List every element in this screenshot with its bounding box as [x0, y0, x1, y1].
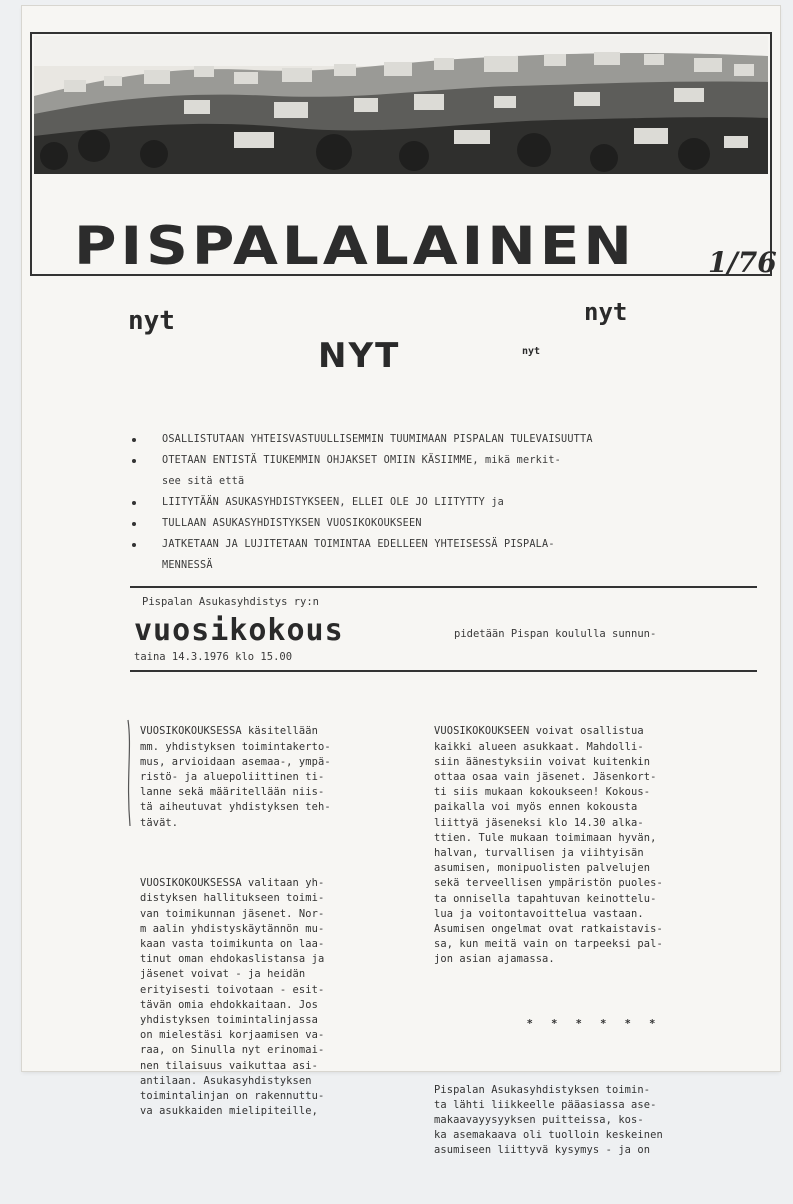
- meeting-location: pidetään Pispan koululla sunnun-: [454, 628, 657, 640]
- left-paragraph-2: VUOSIKOKOUKSESSA valitaan yh- distyksen hallitukseen toimi- van toimikunnan jäsenet. Nor- m aalin yhdistyskäytännön mu- kaan vasta toimikunta on laa- tinut oman ehdokaslistansa ja jäsenet voivat - ja heidän erityisesti toivotaan - esit- tävän omia ehdokkaitaan. Jos yhdistyksen toimintalinjassa on mielestäsi korjaamisen va- raa, on Sinulla nyt erinomai- nen tilaisuus vaikuttaa asi- antilaan. Asukasyhdistyksen toimintalinjan on rakennuttu- va asukkaiden mielipiteille,: [140, 877, 325, 1118]
- action-list: [132, 429, 752, 576]
- headline-word-2: nyt: [584, 298, 628, 326]
- right-paragraph-2: Pispalan Asukasyhdistyksen toimin- ta lähti liikkeelle pääasiassa ase- makaavayysyyksen puitteissa, kos- ka asemakaava oli tuolloin keskeinen asumiseen liittyvä kysymys - ja on: [434, 1083, 663, 1157]
- action-item: TULLAAN ASUKASYHDISTYKSEN VUOSIKOKOUKSEEN: [132, 513, 752, 534]
- meeting-title: vuosikokous: [134, 613, 344, 648]
- action-item: OSALLISTUTAAN YHTEISVASTUULLISEMMIN TUUMIMAAN PISPALAN TULEVAISUUTTA: [132, 429, 752, 450]
- action-item-continuation: MENNESSÄ: [162, 560, 213, 571]
- action-item: JATKETAAN JA LUJITETAAN TOIMINTAA EDELLEEN YHTEISESSÄ PISPALA-: [132, 534, 752, 555]
- section-separator: * * * * * *: [526, 1018, 662, 1031]
- hillside-town-photo: [34, 36, 768, 174]
- divider-top: [130, 586, 757, 588]
- action-item-continuation: see sitä että: [162, 476, 245, 487]
- divider-bottom: [130, 670, 757, 672]
- action-item: OTETAAN ENTISTÄ TIUKEMMIN OHJAKSET OMIIN KÄSIIMME, mikä merkit-: [132, 450, 752, 471]
- margin-pen-mark: [122, 718, 142, 828]
- issue-number: 1/76: [708, 246, 777, 279]
- left-column: [140, 694, 402, 1165]
- headline-word-main: NYT: [318, 336, 401, 376]
- newsletter-page: [22, 6, 780, 1157]
- headline-word-small: nyt: [522, 346, 541, 357]
- meeting-organizer: Pispalan Asukasyhdistys ry:n: [142, 596, 320, 608]
- headline-word-1: nyt: [128, 306, 175, 336]
- newsletter-title: PISPALALAINEN: [74, 215, 636, 277]
- right-column: [434, 694, 754, 1204]
- right-paragraph-1: VUOSIKOKOUKSEEN voivat osallistua kaikki alueen asukkaat. Mahdolli- siin äänestyksiin voivat kuitenkin ottaa osaa vain jäsenet. Jäsenkort- ti siis mukaan kokoukseen! Kokous- paikalla voi myös ennen kokousta liittyä jäseneksi klo 14.30 alka- ttien. Tule mukaan toimimaan hyvän, halvan, turvallisen ja viihtyisän asumisen, monipuolisten palvelujen sekä terveellisen ympäristön puoles- ta onnisella tapahtuvan keinottelu- lua ja voitontavoittelua vastaan. Asumisen ongelmat ovat ratkaistavis- sa, kun meitä vain on tarpeeksi pal- jon asian ajamassa.: [434, 725, 663, 966]
- left-paragraph-1: VUOSIKOKOUKSESSA käsitellään mm. yhdistyksen toimintakerto- mus, arvioidaan asemaa-, ympä- ristö- ja aluepoliittinen ti- lanne sekä määritellään niis- tä aiheutuvat yhdistyksen teh- tävät.: [140, 725, 331, 829]
- action-item: LIITYTÄÄN ASUKASYHDISTYKSEEN, ELLEI OLE JO LIITYTTY ja: [132, 492, 752, 513]
- masthead: [30, 32, 777, 279]
- meeting-date: taina 14.3.1976 klo 15.00: [134, 651, 293, 663]
